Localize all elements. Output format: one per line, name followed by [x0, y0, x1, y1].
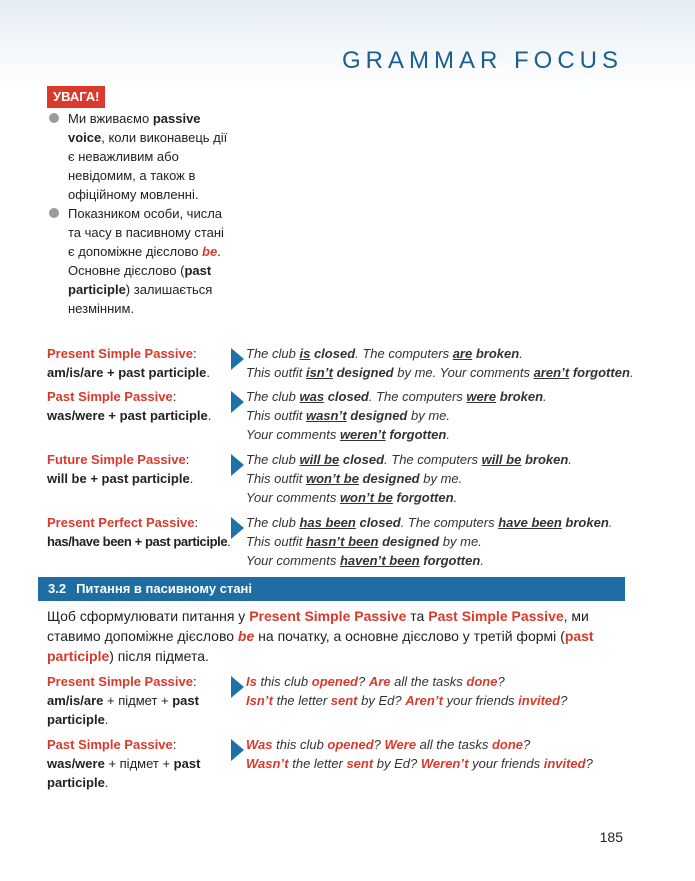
example-text: this club [256, 674, 312, 689]
example-text: This outfit [246, 408, 306, 423]
example-keyword: wasn’t [305, 408, 347, 423]
example-keyword: designed [362, 471, 420, 486]
example-line [246, 488, 572, 507]
example-text: Your comments [246, 490, 340, 505]
section-title: Питання в пасивному стані [76, 581, 253, 596]
note-text: Показником особи, числа та часу в пасивному стані є допоміжне дієслово [68, 206, 224, 259]
example-text: this club [272, 737, 328, 752]
rule-formula [47, 387, 232, 425]
example-keyword: is [299, 346, 311, 361]
example-text: The club [246, 452, 300, 467]
note-text: . Основне дієслово ( [68, 244, 221, 278]
example-keyword: invited [543, 756, 586, 771]
punctuation: : [172, 389, 177, 404]
example-keyword: broken [475, 346, 520, 361]
example-keyword: Isn’t [246, 693, 273, 708]
formula: am/is/are [47, 693, 104, 708]
example-keyword: hasn’t been [305, 534, 379, 549]
question-formula [47, 672, 232, 729]
example-text: all the tasks [390, 674, 467, 689]
example-line [246, 425, 547, 444]
punctuation: . [104, 775, 109, 790]
paragraph-text: Щоб сформулювати питання у [47, 608, 250, 624]
paragraph-keyword: be [237, 628, 255, 644]
example-text: . [543, 389, 547, 404]
example-keyword: forgotten [572, 365, 630, 380]
formula: past participle [47, 756, 201, 790]
example-keyword: Aren’t [405, 693, 444, 708]
header-band [0, 0, 695, 92]
example-text: . [446, 427, 450, 442]
note-item [47, 204, 232, 318]
example-text: . The computers [368, 389, 467, 404]
punctuation: : [172, 737, 177, 752]
example-text: Your comments [246, 553, 340, 568]
example-text: by Ed? [373, 756, 421, 771]
punctuation: . [189, 471, 194, 486]
example-keyword: are [452, 346, 473, 361]
example-line [246, 363, 634, 382]
paragraph-text: та [406, 608, 429, 624]
example-text: ? [560, 693, 568, 708]
example-text: the letter [288, 756, 347, 771]
example-keyword: designed [350, 408, 408, 423]
example-line [246, 406, 547, 425]
example-text: all the tasks [416, 737, 492, 752]
question-examples [246, 672, 567, 710]
arrow-right-icon [231, 739, 244, 761]
example-keyword: will be [299, 452, 340, 467]
example-keyword: Wasn’t [246, 756, 289, 771]
example-keyword: were [466, 389, 497, 404]
punctuation: : [185, 452, 190, 467]
example-text: by me. Your comments [393, 365, 534, 380]
example-keyword: forgotten [396, 490, 454, 505]
punctuation: : [194, 515, 199, 530]
example-text: The club [246, 515, 300, 530]
example-keyword: sent [346, 756, 374, 771]
example-text: Your comments [246, 427, 340, 442]
formula: has/have been + past participle [47, 534, 228, 549]
note-keyword: be [202, 244, 218, 259]
example-line [246, 754, 593, 773]
example-keyword: Was [246, 737, 273, 752]
example-keyword: closed [313, 346, 356, 361]
example-keyword: won’t be [339, 490, 393, 505]
formula: past participle [47, 693, 199, 727]
punctuation: . [207, 408, 212, 423]
example-text: The club [246, 389, 300, 404]
example-line [246, 387, 547, 406]
paragraph-keyword: Present Simple Passive [249, 608, 407, 624]
rule-formula [47, 513, 232, 551]
example-text: . The computers [400, 515, 499, 530]
examples [246, 513, 612, 570]
example-keyword: done [466, 674, 498, 689]
example-keyword: aren’t [533, 365, 570, 380]
formula: am/is/are + past participle [47, 365, 207, 380]
tense-name: Present Perfect Passive [47, 515, 195, 530]
tense-name: Past Simple Passive [47, 389, 173, 404]
example-line [246, 513, 612, 532]
arrow-right-icon [231, 676, 244, 698]
example-line [246, 672, 567, 691]
example-keyword: closed [359, 515, 401, 530]
attention-badge: УВАГА! [47, 86, 105, 108]
paragraph-text: ) після підмета. [109, 648, 209, 664]
example-text: by me. [407, 408, 450, 423]
example-text: The club [246, 346, 300, 361]
formula: was/were + past participle [47, 408, 208, 423]
example-keyword: opened [311, 674, 358, 689]
formula-text: + підмет + [103, 693, 173, 708]
arrow-right-icon [231, 348, 244, 370]
example-text: . The computers [355, 346, 453, 361]
example-text: . The computers [384, 452, 482, 467]
example-text: This outfit [246, 365, 306, 380]
note-text: Ми вживаємо [68, 111, 153, 126]
examples [246, 344, 634, 382]
example-text: ? [358, 674, 369, 689]
example-keyword: broken [565, 515, 609, 530]
example-keyword: was [299, 389, 325, 404]
formula: was/were [47, 756, 105, 771]
example-text: . [519, 346, 523, 361]
example-keyword: will be [481, 452, 522, 467]
punctuation: . [227, 534, 231, 549]
bullet-icon [49, 113, 59, 123]
question-formula [47, 735, 232, 792]
tense-name: Present Simple Passive [47, 346, 193, 361]
example-text: . [480, 553, 484, 568]
example-keyword: have been [498, 515, 562, 530]
example-text: . [608, 515, 613, 530]
example-keyword: Weren’t [420, 756, 469, 771]
example-keyword: broken [524, 452, 569, 467]
example-text: by me. [419, 471, 463, 486]
example-text: . [629, 365, 634, 380]
example-keyword: closed [327, 389, 369, 404]
example-keyword: invited [518, 693, 561, 708]
note-keyword: past participle [68, 263, 212, 297]
example-keyword: sent [330, 693, 358, 708]
arrow-right-icon [231, 454, 244, 476]
example-keyword: done [491, 737, 523, 752]
example-line [246, 450, 572, 469]
paragraph-text: , ми ставимо допоміжне дієслово [47, 608, 589, 644]
example-keyword: opened [327, 737, 374, 752]
note-text: , коли виконавець дії є неважливим або невідомим, а також в офіційному мовленні. [68, 130, 228, 202]
note-keyword: passive voice [68, 111, 201, 145]
example-line [246, 551, 612, 570]
example-text: your friends [468, 756, 544, 771]
example-line [246, 691, 567, 710]
example-text: This outfit [246, 471, 306, 486]
note-text: ) залишається незмінним. [68, 282, 213, 316]
examples [246, 387, 547, 444]
section-number: 3.2 [48, 581, 67, 596]
example-text: ? [523, 737, 531, 752]
example-text: ? [585, 756, 593, 771]
question-examples [246, 735, 593, 773]
example-text: ? [373, 737, 385, 752]
punctuation: : [192, 346, 197, 361]
example-line [246, 735, 593, 754]
example-text: the letter [272, 693, 331, 708]
example-text: . [453, 490, 458, 505]
arrow-right-icon [231, 391, 244, 413]
example-keyword: designed [382, 534, 440, 549]
section-header [38, 577, 625, 601]
example-keyword: won’t be [305, 471, 359, 486]
paragraph-keyword: past participle [47, 628, 594, 664]
example-keyword: isn’t [305, 365, 333, 380]
paragraph-keyword: Past Simple Passive [428, 608, 564, 624]
arrow-right-icon [231, 517, 244, 539]
example-keyword: Is [246, 674, 257, 689]
tense-name: Future Simple Passive [47, 452, 186, 467]
bullet-icon [49, 208, 59, 218]
punctuation: : [192, 674, 197, 689]
rule-formula [47, 344, 232, 382]
rule-formula [47, 450, 232, 488]
example-line [246, 469, 572, 488]
formula: will be + past participle [47, 471, 190, 486]
note-item [47, 109, 232, 204]
example-text: ? [497, 674, 505, 689]
attention-note-list [47, 109, 232, 318]
tense-name: Present Simple Passive [47, 674, 193, 689]
example-text: your friends [443, 693, 519, 708]
punctuation: . [206, 365, 210, 380]
example-keyword: broken [499, 389, 544, 404]
example-text: . [568, 452, 572, 467]
example-keyword: weren’t [339, 427, 386, 442]
example-line [246, 532, 612, 551]
example-text: by Ed? [357, 693, 406, 708]
punctuation: . [104, 712, 109, 727]
example-line [246, 344, 634, 363]
example-text: by me. [439, 534, 482, 549]
page-number: 185 [599, 829, 623, 845]
example-keyword: closed [342, 452, 385, 467]
paragraph-text: на початку, а основне дієслово у третій формі ( [254, 628, 565, 644]
examples [246, 450, 572, 507]
example-keyword: Were [384, 737, 417, 752]
example-keyword: designed [336, 365, 394, 380]
example-keyword: has been [299, 515, 356, 530]
example-keyword: forgotten [389, 427, 447, 442]
explanation-paragraph [47, 606, 632, 666]
example-text: This outfit [246, 534, 306, 549]
formula-text: + підмет + [104, 756, 174, 771]
tense-name: Past Simple Passive [47, 737, 173, 752]
example-keyword: haven’t been [339, 553, 420, 568]
example-keyword: Are [368, 674, 391, 689]
example-keyword: forgotten [423, 553, 481, 568]
page-title: GRAMMAR FOCUS [342, 47, 623, 74]
